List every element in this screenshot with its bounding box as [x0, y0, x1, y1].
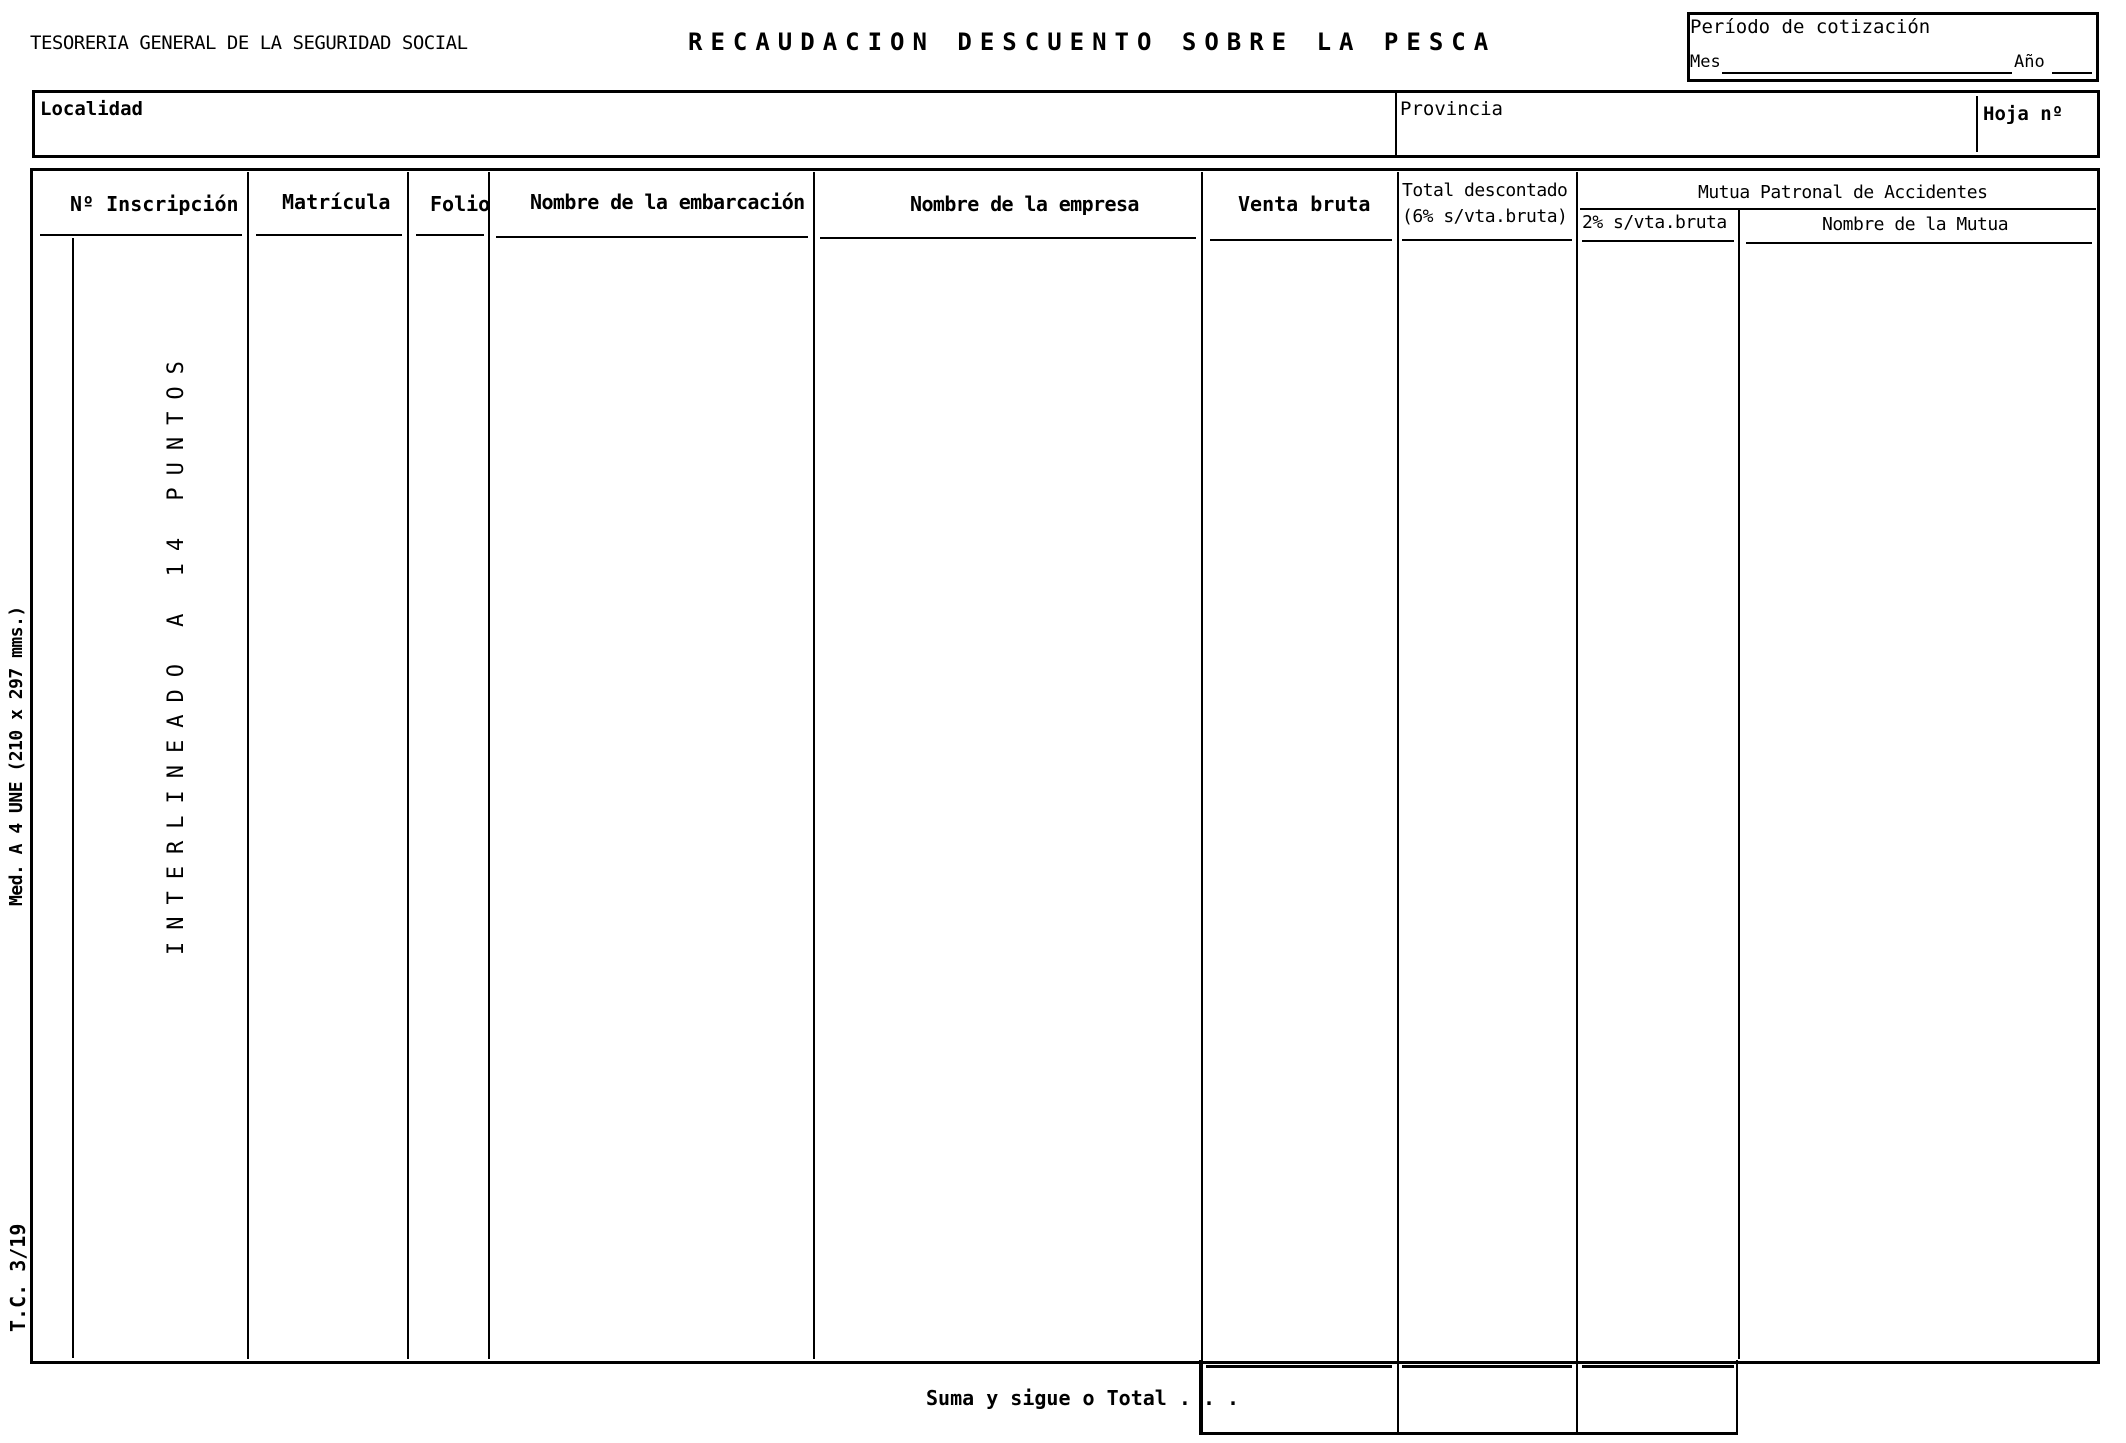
- hdr-underline-3: [416, 234, 484, 236]
- col-header-venta: Venta bruta: [1238, 192, 1371, 216]
- col-divider-7: [1576, 172, 1578, 1435]
- hdr-underline-5: [820, 237, 1196, 239]
- hdr-underline-2: [256, 234, 402, 236]
- col-header-mutua-group: Mutua Patronal de Accidentes: [1698, 182, 1988, 203]
- ano-label: Año: [2014, 52, 2045, 72]
- hdr-underline-8: [1582, 240, 1734, 242]
- location-row: [32, 90, 2100, 158]
- mutua-group-line: [1580, 208, 2096, 210]
- totals-line-2: [1402, 1365, 1572, 1368]
- inscripcion-inner-line: [72, 238, 74, 1358]
- form-code: T.C. 3/19: [6, 1223, 30, 1332]
- hdr-underline-7: [1402, 239, 1572, 241]
- org-name: TESORERIA GENERAL DE LA SEGURIDAD SOCIAL: [30, 32, 468, 54]
- hdr-underline-9: [1746, 242, 2092, 244]
- col-header-mutua-name: Nombre de la Mutua: [1822, 214, 2009, 235]
- col-divider-4: [813, 172, 815, 1359]
- totals-right-edge: [1736, 1360, 1738, 1435]
- col-divider-3: [488, 172, 490, 1359]
- totals-bottom-line: [1201, 1432, 1738, 1435]
- form-title: RECAUDACION DESCUENTO SOBRE LA PESCA: [688, 28, 1497, 56]
- col-header-pct: 2% s/vta.bruta: [1582, 212, 1727, 233]
- totals-line-3: [1582, 1365, 1734, 1368]
- totals-line-1: [1206, 1365, 1392, 1368]
- col-header-total-line1: Total descontado: [1402, 180, 1568, 201]
- localidad-label: Localidad: [40, 98, 143, 120]
- col-header-folio: Folio: [430, 192, 491, 216]
- col-header-total-line2: (6% s/vta.bruta): [1402, 206, 1568, 227]
- ano-fill-line[interactable]: [2052, 72, 2092, 74]
- mes-label: Mes: [1690, 52, 1721, 72]
- col-divider-5: [1201, 172, 1203, 1435]
- periodo-label: Período de cotización: [1690, 16, 1931, 38]
- totals-label: Suma y sigue o Total . . .: [926, 1386, 1240, 1410]
- hdr-underline-6: [1210, 239, 1392, 241]
- hoja-label: Hoja nº: [1983, 103, 2064, 125]
- provincia-label: Provincia: [1400, 98, 1503, 120]
- hdr-underline-4: [496, 236, 808, 238]
- provincia-divider: [1395, 92, 1397, 156]
- col-header-inscripcion: Nº Inscripción: [70, 192, 239, 216]
- col-header-matricula: Matrícula: [282, 190, 391, 214]
- col-divider-2: [407, 172, 409, 1359]
- interlineado-note: INTERLINEADO A 14 PUNTOS: [164, 349, 189, 955]
- main-table: [30, 168, 2100, 1364]
- hoja-divider: [1976, 96, 1978, 152]
- mes-fill-line[interactable]: [1722, 72, 2012, 74]
- col-header-embarcacion: Nombre de la embarcación: [530, 190, 805, 214]
- col-divider-8: [1738, 210, 1740, 1359]
- paper-size-note: Med. A 4 UNE (210 x 297 mms.): [6, 606, 27, 906]
- col-divider-1: [247, 172, 249, 1359]
- hdr-underline-1: [40, 234, 242, 236]
- col-divider-6: [1397, 172, 1399, 1435]
- col-header-empresa: Nombre de la empresa: [910, 192, 1139, 216]
